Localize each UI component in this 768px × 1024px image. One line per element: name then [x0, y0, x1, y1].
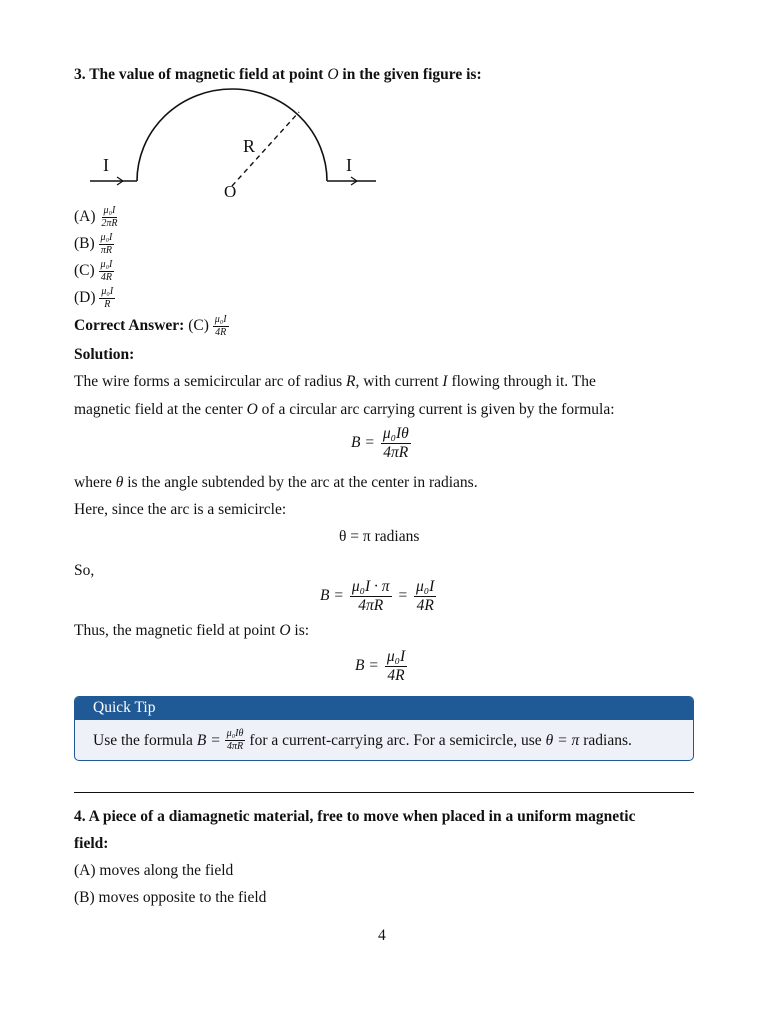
tip-formula-lhs: B =: [196, 731, 221, 749]
solution-line-3-text-2: is the angle subtended by the arc at the center in radians.: [123, 474, 478, 491]
solution-var-R: R: [346, 373, 356, 390]
tip-condition: θ = π: [545, 731, 580, 749]
option-c-num: μ₀I: [100, 259, 113, 270]
section-divider: [74, 792, 694, 793]
option-b-fraction: [99, 233, 115, 256]
eq3-fraction-1: [350, 579, 392, 613]
solution-line-5: So,: [74, 562, 95, 579]
solution-line-1: [74, 373, 596, 391]
q4-option-a: (A) moves along the field: [74, 862, 234, 879]
figure-label-center: O: [224, 182, 237, 198]
equation-arc-field: [351, 426, 411, 460]
question-4-title-line-1: 4. A piece of a diamagnetic material, free to move when placed in a uniform magnetic: [74, 808, 636, 825]
option-a-den: 2πR: [101, 218, 118, 229]
option-d: [74, 287, 115, 310]
correct-answer-den: 4R: [215, 327, 227, 338]
correct-answer-label: Correct Answer:: [74, 317, 185, 335]
q3-title-text: 3. The value of magnetic field at point: [74, 66, 328, 83]
q3-title-text-end: in the given figure is:: [338, 66, 482, 83]
figure-label-left-current: I: [103, 155, 109, 175]
eq3-den-1: 4πR: [358, 596, 384, 614]
eq1-lhs: B =: [351, 434, 375, 451]
solution-heading: Solution:: [74, 346, 135, 363]
correct-answer: [74, 315, 229, 338]
tip-text-post: radians.: [583, 731, 632, 749]
solution-line-6-text: Thus, the magnetic field at point: [74, 622, 280, 639]
tip-formula-den: 4πR: [226, 741, 244, 752]
eq4-num: μ₀I: [386, 648, 406, 665]
option-a-label: (A): [74, 208, 96, 226]
solution-line-2-text-2: of a circular arc carrying current is given by the formula:: [257, 401, 615, 418]
option-b: [74, 233, 114, 256]
eq3-equals: =: [397, 587, 409, 604]
equation-result: [355, 649, 407, 683]
eq3-den-2: 4R: [416, 596, 434, 614]
correct-answer-fraction: [213, 315, 229, 338]
eq3-num-1: μ₀I · π: [351, 578, 390, 595]
option-d-fraction: [99, 287, 115, 310]
tip-text-mid: for a current-carrying arc. For a semicircle, use: [249, 731, 542, 749]
figure-label-right-current: I: [346, 155, 352, 175]
option-a: [74, 206, 120, 229]
eq1-fraction: [381, 426, 411, 460]
tip-text-pre: Use the formula: [93, 731, 193, 749]
solution-var-theta: θ: [115, 474, 124, 491]
option-d-label: (D): [74, 289, 96, 307]
solution-line-6: [74, 622, 309, 640]
option-d-num: μ₀I: [101, 286, 114, 297]
equation-theta: θ = π radians: [339, 528, 420, 545]
eq4-lhs: B =: [355, 657, 379, 674]
solution-line-2: [74, 401, 615, 419]
page-number: 4: [378, 927, 386, 944]
question-3-title: [74, 66, 482, 84]
option-c-fraction: [99, 260, 115, 283]
solution-line-3: [74, 474, 478, 492]
correct-answer-option: (C): [188, 317, 209, 335]
option-b-num: μ₀I: [100, 232, 113, 243]
option-d-den: R: [104, 299, 111, 310]
eq4-fraction: [385, 649, 407, 683]
solution-line-1-text-2: , with current: [355, 373, 443, 390]
q3-title-var: O: [327, 66, 339, 83]
quick-tip-box: [74, 696, 694, 761]
question-4-title-line-2: field:: [74, 835, 109, 852]
eq1-num: μ₀Iθ: [382, 425, 409, 442]
eq1-den: 4πR: [383, 443, 409, 461]
solution-var-O-2: O: [279, 622, 291, 639]
solution-var-O: O: [246, 401, 258, 418]
solution-line-1-text-3: flowing through it. The: [447, 373, 596, 390]
eq3-lhs: B =: [320, 587, 344, 604]
tip-formula-fraction: [225, 729, 246, 752]
quick-tip-title: Quick Tip: [75, 697, 693, 720]
option-a-num: μ₀I: [103, 205, 116, 216]
q4-option-b: (B) moves opposite to the field: [74, 889, 267, 906]
eq4-den: 4R: [387, 666, 405, 684]
option-c: [74, 260, 114, 283]
solution-line-1-text: The wire forms a semicircular arc of radius: [74, 373, 346, 390]
option-b-den: πR: [100, 245, 113, 256]
solution-line-4: Here, since the arc is a semicircle:: [74, 501, 287, 518]
equation-substitution: [320, 579, 436, 613]
correct-answer-num: μ₀I: [214, 314, 227, 325]
option-c-den: 4R: [100, 272, 113, 283]
solution-var-I: I: [442, 373, 448, 390]
tip-formula-num: μ₀Iθ: [226, 728, 244, 739]
option-b-label: (B): [74, 235, 95, 253]
quick-tip-text: [93, 729, 632, 752]
solution-line-6-text-2: is:: [290, 622, 310, 639]
eq3-num-2: μ₀I: [416, 578, 435, 595]
option-c-label: (C): [74, 262, 95, 280]
eq3-fraction-2: [414, 579, 436, 613]
solution-line-2-text: magnetic field at the center: [74, 401, 247, 418]
solution-line-3-text: where: [74, 474, 116, 491]
figure-label-radius: R: [243, 136, 256, 156]
option-a-fraction: [99, 206, 119, 229]
